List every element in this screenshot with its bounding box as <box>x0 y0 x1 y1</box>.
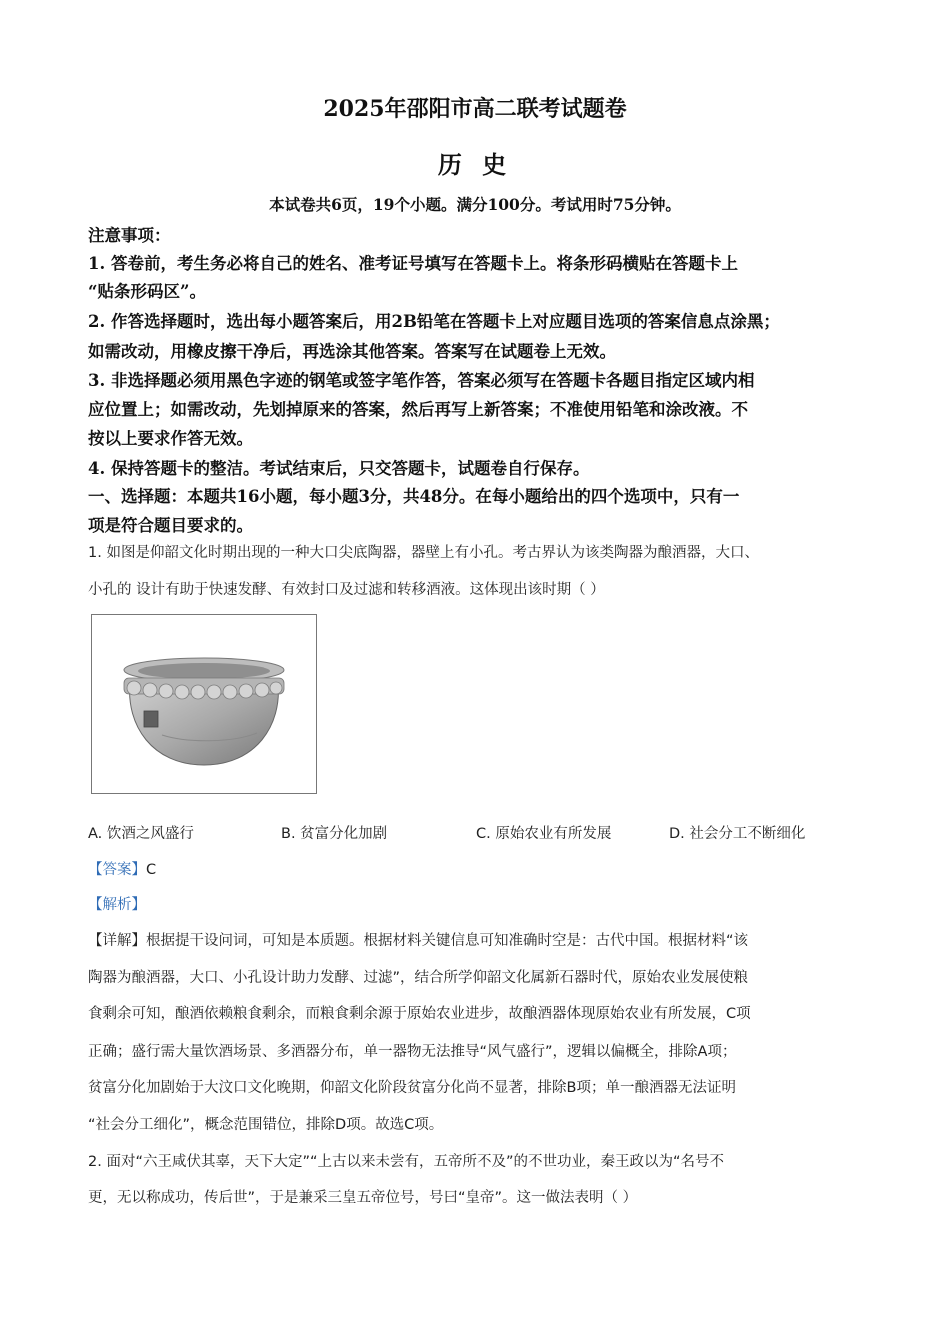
answer-value: C <box>146 862 157 878</box>
section-heading-cont: 项是符合题目要求的。 <box>88 516 253 535</box>
detail-line: 食剩余可知，酿酒依赖粮食剩余，而粮食剩余源于原始农业进步，故酿酒器体现原始农业有所发展，C项 <box>88 1006 751 1022</box>
q1-stem: 1. 如图是仰韶文化时期出现的一种大口尖底陶器，器壁上有小孔。考古界认为该类陶器为酿酒器，大口、 <box>88 545 759 561</box>
notes-line: 应位置上；如需改动，先划掉原来的答案，然后再写上新答案；不准使用铅笔和涂改液。不 <box>88 400 748 419</box>
q1-answer <box>88 858 156 879</box>
notes-heading: 注意事项： <box>88 226 171 245</box>
detail-line: 陶器为酿酒器，大口、小孔设计助力发酵、过滤”，结合所学仰韶文化属新石器时代，原始农业发展使粮 <box>88 970 749 986</box>
exam-info: 本试卷共6页，19个小题。满分100分。考试用时75分钟。 <box>269 195 681 214</box>
subject-title: 历 史 <box>437 150 513 179</box>
section-heading: 一、选择题：本题共16小题，每小题3分，共48分。在每小题给出的四个选项中，只有一 <box>88 487 740 506</box>
pottery-figure <box>91 614 317 794</box>
notes-line: 3. 非选择题必须用黑色字迹的钢笔或签字笔作答，答案必须写在答题卡各题目指定区域内相 <box>88 371 755 390</box>
q1-option-b: B. 贫富分化加剧 <box>281 826 388 842</box>
notes-line: 2. 作答选择题时，选出每小题答案后，用2B铅笔在答题卡上对应题目选项的答案信息点涂黑； <box>88 312 780 331</box>
detail-line: “社会分工细化”，概念范围错位，排除D项。故选C项。 <box>88 1117 444 1133</box>
exam-title: 2025年邵阳市高二联考试题卷 <box>323 96 627 122</box>
q2-stem-cont: 更，无以称成功，传后世”，于是兼采三皇五帝位号，号曰“皇帝”。这一做法表明（ ） <box>88 1190 638 1206</box>
detail-line: 【详解】根据提干设问词，可知是本质题。根据材料关键信息可知准确时空是：古代中国。根据材料“该 <box>88 933 749 949</box>
answer-label: 【答案】 <box>88 862 146 878</box>
notes-line: “贴条形码区”。 <box>88 282 206 301</box>
q1-option-a: A. 饮酒之风盛行 <box>88 826 194 842</box>
notes-line: 4. 保持答题卡的整洁。考试结束后，只交答题卡，试题卷自行保存。 <box>88 459 590 478</box>
analysis-label: 【解析】 <box>88 897 146 913</box>
pottery-vessel-image <box>92 615 316 793</box>
q1-option-d: D. 社会分工不断细化 <box>669 826 806 842</box>
q2-stem: 2. 面对“六王咸伏其辜，天下大定”“上古以来未尝有，五帝所不及”的不世功业，秦王政以为“名号不 <box>88 1154 724 1170</box>
notes-line: 如需改动，用橡皮擦干净后，再选涂其他答案。答案写在试题卷上无效。 <box>88 342 616 361</box>
notes-line: 按以上要求作答无效。 <box>88 429 253 448</box>
detail-line: 贫富分化加剧始于大汶口文化晚期，仰韶文化阶段贫富分化尚不显著，排除B项；单一酿酒器无法证明 <box>88 1080 736 1096</box>
notes-line: 1. 答卷前，考生务必将自己的姓名、准考证号填写在答题卡上。将条形码横贴在答题卡上 <box>88 254 738 273</box>
q1-option-c: C. 原始农业有所发展 <box>476 826 612 842</box>
q1-stem-cont: 小孔的 设计有助于快速发酵、有效封口及过滤和转移酒液。这体现出该时期（ ） <box>88 582 605 598</box>
detail-line: 正确；盛行需大量饮酒场景、多酒器分布，单一器物无法推导“风气盛行”，逻辑以偏概全，排除A项； <box>88 1044 737 1060</box>
